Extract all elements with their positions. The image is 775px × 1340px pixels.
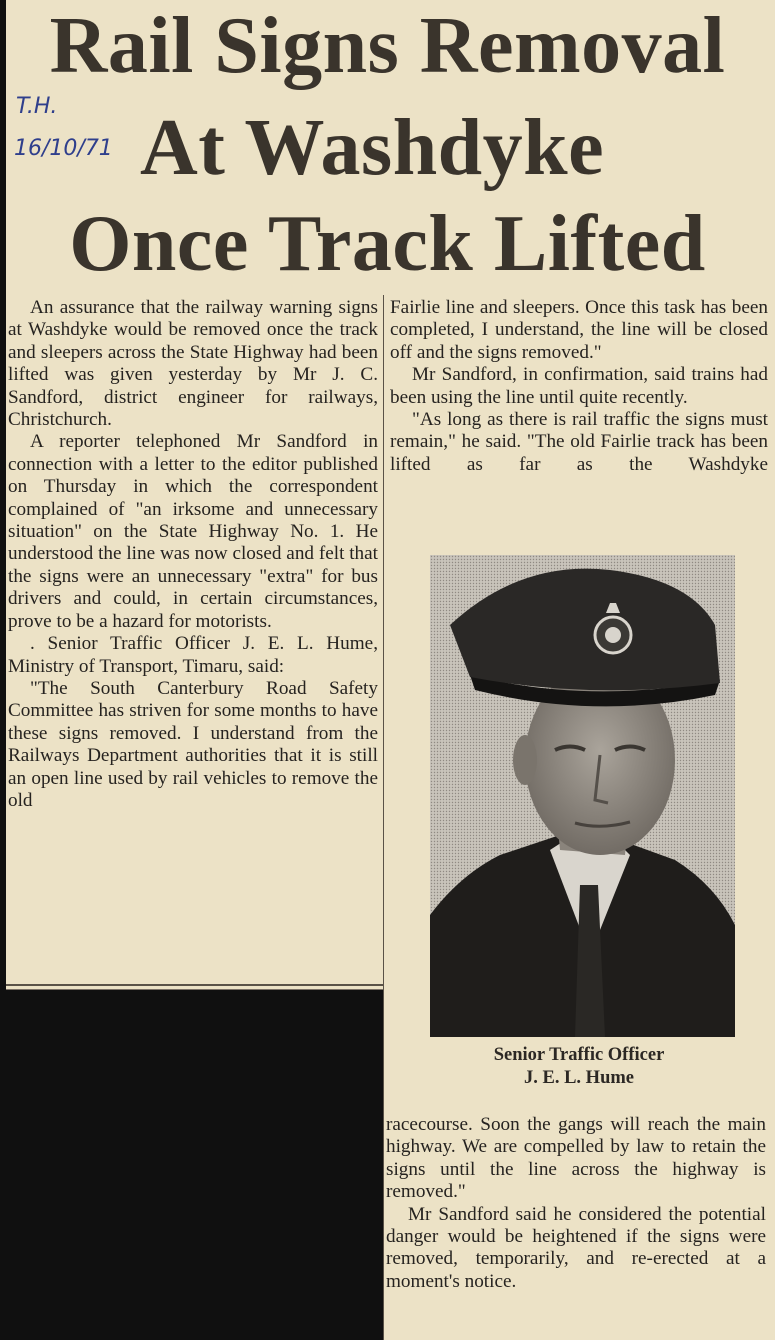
paragraph: "As long as there is rail traffic the signs must remain," he said. "The old Fairlie track has been lifted as far as the Washdyke: [390, 409, 768, 475]
article-column-3: [386, 1114, 766, 1293]
handwritten-initials: T.H.: [16, 94, 58, 119]
column-divider: [383, 295, 384, 1340]
paragraph: "The South Canterbury Road Safety Committee has striven for some months to have these signs removed. I understand from the Railways Department authorities that it is still an open line used by rail vehicles to remove the old: [8, 677, 378, 811]
paragraph: A reporter telephoned Mr Sandford in connection with a letter to the editor published on Thursday in which the correspondent complained of "an irksome and unnecessary situation" on the State Highway No. 1. He understood the line was now closed and felt that the signs were an unnecessary "extra" for bus drivers and could, in certain circumstances, prove to be a hazard for motorists.: [8, 431, 378, 632]
paragraph: An assurance that the railway warning signs at Washdyke would be removed once the track and sleepers across the State Highway had been lifted was given yesterday by Mr J. C. Sandford, district engineer for railways, Christchurch.: [8, 297, 378, 431]
headline-line-1: Rail Signs Removal: [49, 2, 726, 90]
paragraph: Mr Sandford said he considered the potential danger would be heightened if the signs were removed, temporarily, and re-erected at a moment's notice.: [386, 1203, 766, 1292]
article-column-1: [8, 297, 378, 812]
headline-line-3: Once Track Lifted: [69, 200, 706, 288]
paragraph: Fairlie line and sleepers. Once this task has been completed, I understand, the line will be closed off and the signs removed.": [390, 297, 768, 363]
paragraph: Mr Sandford, in confirmation, said trains had been using the line until quite recently.: [390, 364, 768, 408]
column-end-rule-thin: [6, 989, 384, 990]
headline-line-2: At Washdyke: [140, 104, 605, 192]
column-end-rule: [6, 984, 384, 986]
handwritten-date: 16/10/71: [14, 136, 113, 161]
portrait-photo: [430, 555, 735, 1037]
paragraph: . Senior Traffic Officer J. E. L. Hume, Ministry of Transport, Timaru, said:: [8, 633, 378, 677]
paragraph: racecourse. Soon the gangs will reach the main highway. We are compelled by law to retain the signs until the line across the highway is removed.": [386, 1114, 766, 1203]
caption-line-2: J. E. L. Hume: [524, 1068, 634, 1088]
article-column-2: [390, 297, 768, 476]
caption-line-1: Senior Traffic Officer: [493, 1045, 665, 1065]
photo-caption: [390, 1044, 768, 1090]
